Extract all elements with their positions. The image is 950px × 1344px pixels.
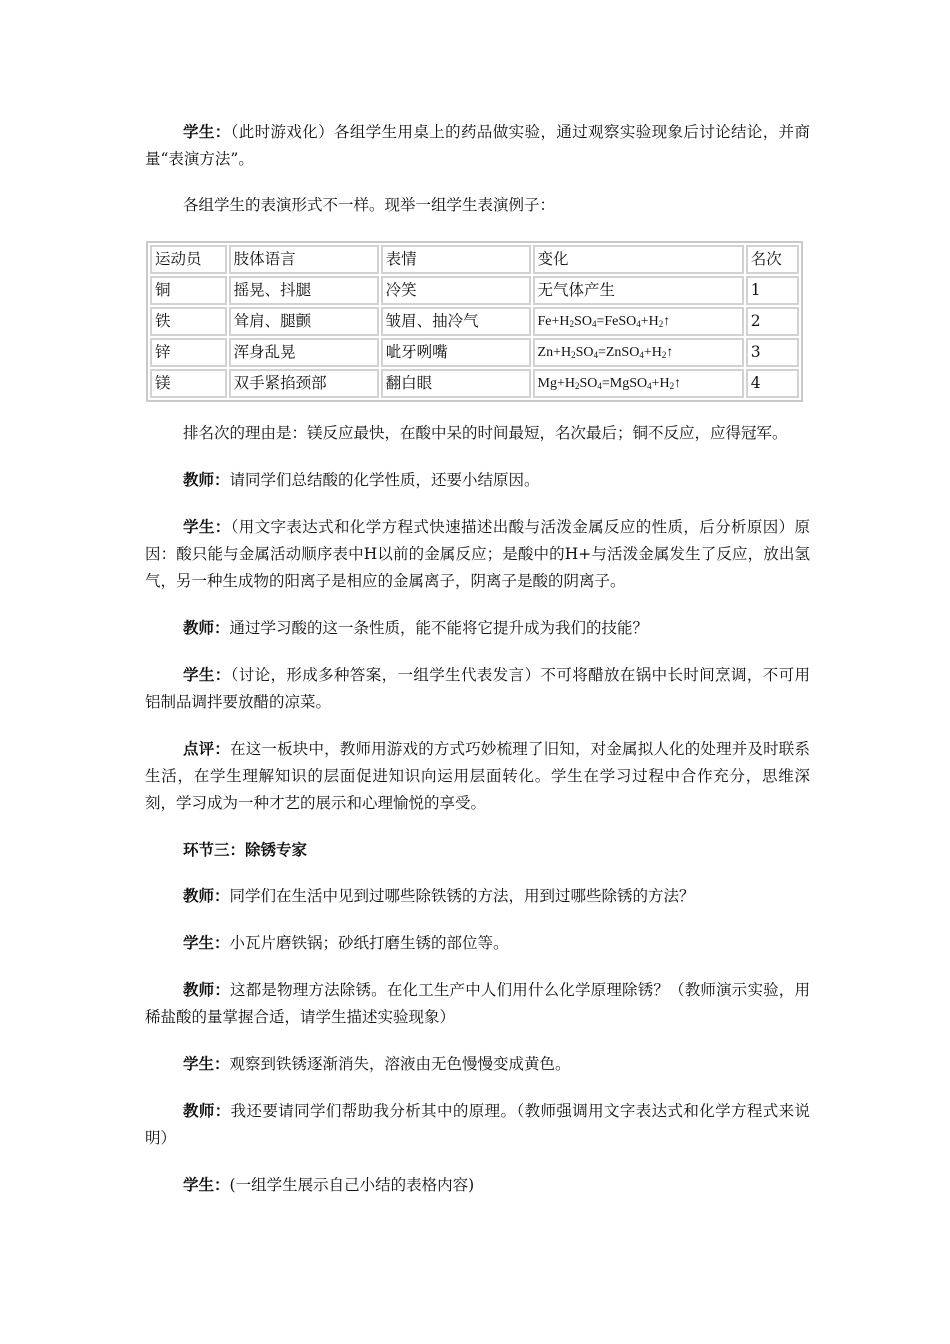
equation-subscript: 4 [647,381,652,391]
paragraph-text: (一组学生展示自己小结的表格内容) [229,1176,475,1194]
paragraph-student-reason [145,513,810,595]
header-rank: 名次 [746,245,799,274]
cell-rank: 2 [746,307,799,336]
paragraph-text: 小瓦片磨铁锅；砂纸打磨生锈的部位等。 [229,934,509,952]
header-expression: 表情 [381,245,531,274]
paragraph-text: 请同学们总结酸的化学性质，还要小结原因。 [229,471,540,489]
equation-part: +H [643,345,662,360]
cell-expression: 呲牙咧嘴 [381,338,531,367]
table-row-magnesium [150,369,799,398]
speaker-label: 学生： [183,122,231,141]
equation-part: SO [574,314,592,329]
cell-expression: 冷笑 [381,276,531,305]
equation-part: Zn+H [537,345,572,360]
speaker-label: 学生： [183,1175,230,1194]
speaker-label: 教师： [183,1101,231,1120]
equation-part: Mg+H [537,376,575,391]
header-body-language: 肢体语言 [229,245,379,274]
paragraph-teacher-demo [145,976,810,1031]
up-arrow-icon: ↑ [674,376,682,391]
cell-rank: 1 [746,276,799,305]
speaker-label: 学生： [183,933,230,952]
paragraph-teacher-summarize [145,466,810,494]
cell-change: 无气体产生 [533,276,744,305]
paragraph-table-intro [145,192,810,219]
speaker-label: 教师： [183,980,231,999]
cell-equation [533,369,744,398]
document-page [145,118,810,1218]
cell-athlete: 铁 [150,307,227,336]
paragraph-ranking-reason [145,420,810,447]
paragraph-student-experiment [145,118,810,173]
equation-part: +H [640,314,659,329]
up-arrow-icon: ↑ [666,345,674,360]
equation-part: SO [575,345,594,360]
paragraph-student-observation [145,1050,810,1078]
cell-equation [533,307,744,336]
header-athlete: 运动员 [150,245,227,274]
paragraph-text: 通过学习酸的这一条性质，能不能将它提升成为我们的技能？ [229,619,649,637]
paragraph-teacher-skill [145,614,810,642]
equation-subscript: 2 [658,319,664,329]
cell-body-language: 摇晃、抖腿 [229,276,379,305]
equation-subscript: 4 [593,350,598,360]
cell-body-language: 耸肩、腿颤 [229,307,379,336]
speaker-label: 学生： [183,1054,230,1073]
equation-subscript: 4 [636,319,641,329]
paragraph-text: （此时游戏化）各组学生用桌上的药品做实验，通过观察实验现象后讨论结论，并商量“表演方法”。 [145,123,810,168]
equation-part: =MgSO [601,376,648,391]
equation-part: Fe+H [537,314,570,329]
table-row-iron [150,307,799,336]
equation-subscript: 2 [669,381,675,391]
paragraph-commentary [145,735,810,817]
table-header-row [150,245,799,274]
equation-subscript: 2 [661,350,667,360]
paragraph-text: （讨论，形成多种答案，一组学生代表发言）不可将醋放在锅中长时间烹调，不可用铝制品调拌要放醋的凉菜。 [145,666,810,711]
section-heading: 环节三：除锈专家 [183,840,308,859]
cell-rank: 3 [746,338,799,367]
paragraph-text: 这都是物理方法除锈。在化工生产中人们用什么化学原理除锈？（教师演示实验，用稀盐酸的量掌握合适，请学生描述实验现象） [145,981,810,1026]
cell-rank: 4 [746,369,799,398]
up-arrow-icon: ↑ [663,314,671,329]
speaker-label: 学生： [183,517,231,536]
cell-body-language: 浑身乱晃 [229,338,379,367]
cell-equation [533,338,744,367]
paragraph-student-discussion [145,661,810,716]
speaker-label: 教师： [183,886,230,905]
paragraph-text: （用文字表达式和化学方程式快速描述出酸与活泼金属反应的性质，后分析原因）原因：酸只能与金属活动顺序表中H以前的金属反应；是酸中的H+与活泼金属发生了反应，放出氢气，另一种生成物的阳离子是相应的金属离子，阴离子是酸的阴离子。 [145,518,810,590]
cell-athlete: 镁 [150,369,227,398]
equation-subscript: 4 [591,319,597,329]
cell-expression: 皱眉、抽冷气 [381,307,531,336]
table-row-zinc [150,338,799,367]
performance-table [146,241,803,402]
cell-expression: 翻白眼 [381,369,531,398]
equation-subscript: 2 [574,381,580,391]
equation-subscript: 2 [571,350,576,360]
paragraph-text: 同学们在生活中见到过哪些除铁锈的方法，用到过哪些除锈的方法？ [229,887,695,905]
equation-part: +H [651,376,670,391]
paragraph-text: 观察到铁锈逐渐消失，溶液由无色慢慢变成黄色。 [229,1055,571,1073]
header-change: 变化 [533,245,744,274]
paragraph-text: 排名次的理由是：镁反应最快，在酸中呆的时间最短，名次最后；铜不反应，应得冠军。 [183,424,788,442]
paragraph-student-rust-methods [145,929,810,957]
equation-subscript: 2 [569,319,575,329]
speaker-label: 点评： [183,739,231,758]
paragraph-text: 在这一板块中，教师用游戏的方式巧妙梳理了旧知，对金属拟人化的处理并及时联系生活，在学生理解知识的层面促进知识向运用层面转化。学生在学习过程中合作充分，思维深刻，学习成为一种才艺的展示和心理愉悦的享受。 [145,740,810,812]
paragraph-teacher-analysis [145,1097,810,1152]
paragraph-student-table [145,1171,810,1199]
equation-part: =ZnSO [597,345,640,360]
equation-subscript: 4 [639,350,644,360]
table-row-copper [150,276,799,305]
equation-part: =FeSO [596,314,637,329]
speaker-label: 学生： [183,665,231,684]
equation-subscript: 4 [597,381,602,391]
cell-body-language: 双手紧掐颈部 [229,369,379,398]
cell-athlete: 铜 [150,276,227,305]
equation-part: SO [579,376,598,391]
paragraph-text: 各组学生的表演形式不一样。现举一组学生表演例子： [183,196,556,214]
cell-athlete: 锌 [150,338,227,367]
paragraph-teacher-rust-question [145,882,810,910]
paragraph-text: 我还要请同学们帮助我分析其中的原理。（教师强调用文字表达式和化学方程式来说明） [145,1102,810,1147]
speaker-label: 教师： [183,470,230,489]
speaker-label: 教师： [183,618,230,637]
